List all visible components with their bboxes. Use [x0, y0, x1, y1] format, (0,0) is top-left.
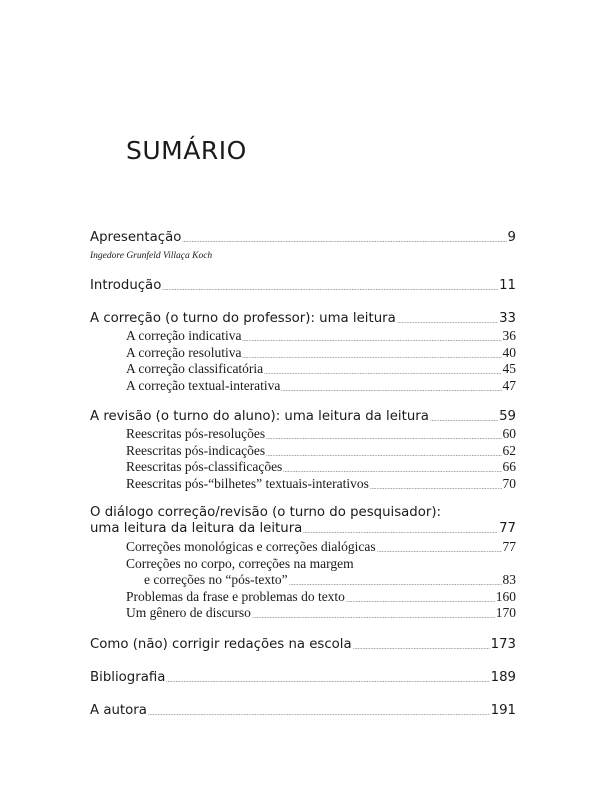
- toc-label: A correção classificatória: [126, 361, 264, 376]
- toc-label: O diálogo correção/revisão (o turno do pesquisador):: [90, 505, 441, 520]
- leader-dots: [353, 648, 490, 649]
- toc-page-number: 36: [502, 328, 516, 343]
- toc-label: Problemas da frase e problemas do texto: [126, 589, 345, 604]
- toc-page-number: 60: [502, 426, 516, 441]
- leader-dots: [397, 322, 498, 323]
- leader-dots: [281, 390, 501, 391]
- toc-label: Como (não) corrigir redações na escola: [90, 637, 352, 652]
- toc-label: A correção indicativa: [126, 328, 242, 343]
- leader-dots: [166, 681, 489, 682]
- toc-subentry-line1[interactable]: [126, 556, 516, 572]
- toc-page-number: 62: [502, 443, 516, 458]
- toc-subentry[interactable]: [126, 361, 516, 377]
- toc-entry-introducao[interactable]: [90, 278, 516, 293]
- toc-entry-correcao[interactable]: [90, 311, 516, 326]
- toc-page-number: 77: [499, 521, 516, 536]
- toc-label: A revisão (o turno do aluno): uma leitura da leitura: [90, 409, 429, 424]
- leader-dots: [252, 617, 495, 618]
- toc-page-number: 189: [490, 670, 516, 685]
- toc-label: A correção (o turno do professor): uma leitura: [90, 311, 396, 326]
- toc-entry-revisao[interactable]: [90, 409, 516, 424]
- toc-label: e correções no “pós-texto”: [144, 572, 288, 587]
- toc-label: A autora: [90, 703, 147, 718]
- toc-page-number: 59: [499, 409, 516, 424]
- toc-label: A correção resolutiva: [126, 345, 242, 360]
- leader-dots: [370, 488, 502, 489]
- toc-page-number: 70: [502, 476, 516, 491]
- toc-page-number: 170: [495, 605, 516, 620]
- toc-page-number: 83: [502, 572, 516, 587]
- toc-page-number: 33: [499, 311, 516, 326]
- toc-label: Introdução: [90, 278, 162, 293]
- toc-label: Correções no corpo, correções na margem: [126, 556, 354, 571]
- toc-subentry[interactable]: [126, 605, 516, 621]
- toc-entry-autora[interactable]: [90, 703, 516, 718]
- toc-page-number: 9: [507, 230, 516, 245]
- toc-label: Bibliografia: [90, 670, 166, 685]
- toc-page-number: 173: [490, 637, 516, 652]
- leader-dots: [377, 551, 502, 552]
- toc-subentry[interactable]: [126, 345, 516, 361]
- leader-dots: [182, 241, 506, 242]
- toc-label: Reescritas pós-indicações: [126, 443, 266, 458]
- leader-dots: [266, 455, 501, 456]
- toc-label: Um gênero de discurso: [126, 605, 251, 620]
- toc-subentry[interactable]: [126, 476, 516, 492]
- toc-subentry[interactable]: [126, 539, 516, 555]
- toc-page-number: 160: [495, 589, 516, 604]
- toc-page-number: 11: [499, 278, 516, 293]
- leader-dots: [162, 289, 498, 290]
- table-of-contents: [90, 0, 516, 800]
- toc-subentry[interactable]: [126, 378, 516, 394]
- toc-label: Correções monológicas e correções dialógicas: [126, 539, 376, 554]
- toc-subentry[interactable]: [126, 443, 516, 459]
- toc-entry-dialogo-line1[interactable]: [90, 505, 516, 520]
- leader-dots: [148, 714, 490, 715]
- toc-page-number: 66: [502, 459, 516, 474]
- leader-dots: [242, 340, 501, 341]
- page-title: SUMÁRIO: [126, 136, 247, 165]
- toc-subentry[interactable]: [126, 426, 516, 442]
- leader-dots: [430, 420, 498, 421]
- toc-page-number: 77: [502, 539, 516, 554]
- toc-subentry[interactable]: [126, 589, 516, 605]
- toc-subentry[interactable]: [126, 459, 516, 475]
- toc-entry-dialogo[interactable]: [90, 521, 516, 536]
- toc-label: A correção textual-interativa: [126, 378, 281, 393]
- toc-label: Reescritas pós-resoluções: [126, 426, 266, 441]
- toc-page-number: 40: [502, 345, 516, 360]
- toc-entry-apresentacao[interactable]: [90, 230, 516, 245]
- toc-page-number: 47: [502, 378, 516, 393]
- toc-label: uma leitura da leitura da leitura: [90, 521, 303, 536]
- toc-label: Reescritas pós-classificações: [126, 459, 283, 474]
- toc-author: Ingedore Grunfeld Villaça Koch: [90, 251, 213, 261]
- toc-entry-bibliografia[interactable]: [90, 670, 516, 685]
- leader-dots: [264, 373, 501, 374]
- leader-dots: [242, 357, 501, 358]
- toc-page-number: 45: [502, 361, 516, 376]
- toc-label: Reescritas pós-“bilhetes” textuais-interativos: [126, 476, 369, 491]
- toc-subentry[interactable]: [144, 572, 516, 588]
- toc-label: Apresentação: [90, 230, 182, 245]
- leader-dots: [283, 471, 501, 472]
- leader-dots: [266, 438, 501, 439]
- leader-dots: [303, 532, 498, 533]
- leader-dots: [289, 584, 502, 585]
- toc-page-number: 191: [490, 703, 516, 718]
- toc-subentry[interactable]: [126, 328, 516, 344]
- leader-dots: [346, 601, 495, 602]
- toc-entry-como[interactable]: [90, 637, 516, 652]
